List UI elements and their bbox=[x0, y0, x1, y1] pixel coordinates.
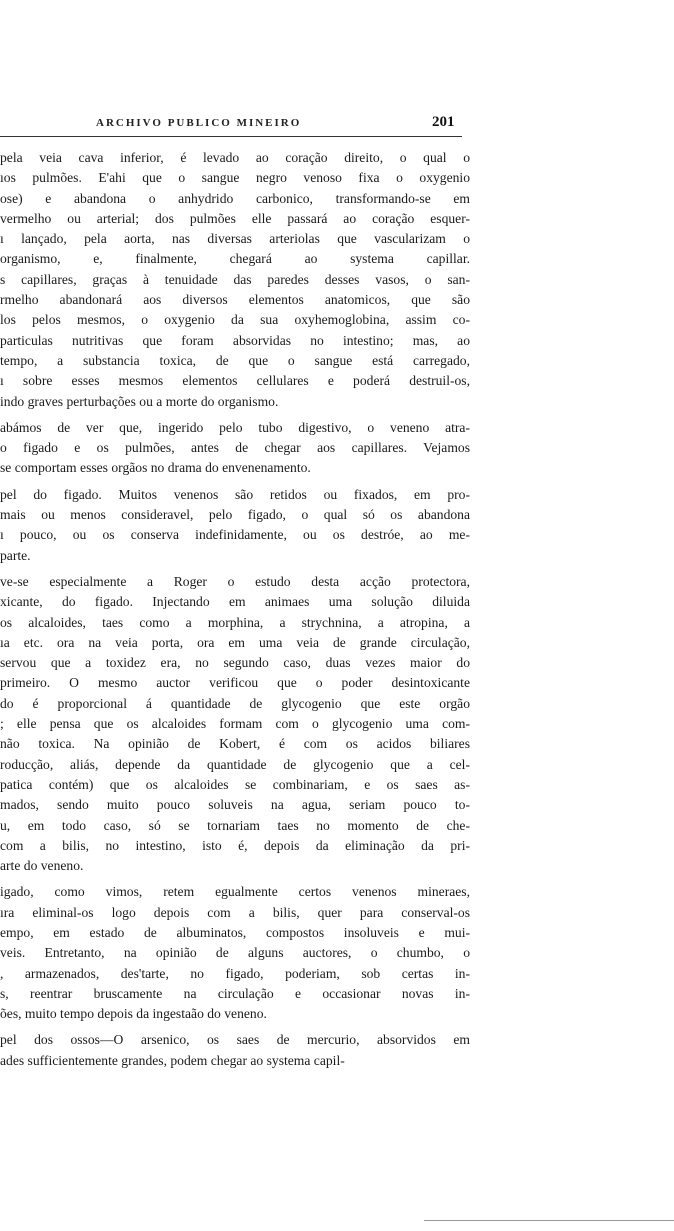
footer-rule bbox=[424, 1220, 674, 1221]
text-line: patica contém) que os alcaloides se combinariam, e os saes as- bbox=[0, 776, 470, 792]
text-line: primeiro. O mesmo auctor verificou que o poder desintoxicante bbox=[0, 675, 470, 691]
paragraph bbox=[0, 485, 470, 566]
text-line: arte do veneno. bbox=[0, 858, 84, 874]
text-line: xicante, do figado. Injectando em animaes uma solução diluida bbox=[0, 594, 470, 610]
text-line: , armazenados, des'tarte, no figado, poderiam, sob certas in- bbox=[0, 965, 470, 981]
text-line: vermelho ou arterial; dos pulmões elle passará ao coração esquer- bbox=[0, 210, 470, 226]
text-line: abámos de ver que, ingerido pelo tubo digestivo, o veneno atra- bbox=[0, 419, 470, 435]
text-line: veis. Entretanto, na opinião de alguns auctores, o chumbo, o bbox=[0, 945, 470, 961]
text-line: ões, muito tempo depois da ingestaão do veneno. bbox=[0, 1006, 267, 1022]
paragraph bbox=[0, 148, 470, 412]
text-line: do é proporcional á quantidade de glycogenio que este orgão bbox=[0, 695, 470, 711]
text-line: igado, como vimos, retem egualmente certos venenos mineraes, bbox=[0, 884, 470, 900]
text-line: empo, em estado de albuminatos, compostos insoluveis e mui- bbox=[0, 924, 470, 940]
text-line: não toxica. Na opinião de Kobert, é com os acidos biliares bbox=[0, 736, 470, 752]
text-line: rmelho abandonará aos diversos elementos anatomicos, que são bbox=[0, 292, 470, 308]
text-line: s capillares, graças à tenuidade das paredes desses vasos, o san- bbox=[0, 271, 470, 287]
text-line: ose) e abandona o anhydrido carbonico, transformando-se em bbox=[0, 190, 470, 206]
text-line: se comportam esses orgãos no drama do envenenamento. bbox=[0, 460, 311, 476]
text-line: pel dos ossos—O arsenico, os saes de mercurio, absorvidos em bbox=[0, 1032, 470, 1048]
paragraph bbox=[0, 418, 470, 479]
text-line: organismo, e, finalmente, chegará ao systema capillar. bbox=[0, 251, 470, 267]
paragraph bbox=[0, 882, 470, 1024]
running-header bbox=[0, 114, 470, 134]
text-line: ı sobre esses mesmos elementos cellulares e poderá destruil-os, bbox=[0, 373, 470, 389]
text-line: los pelos mesmos, o oxygenio da sua oxyhemoglobina, assim co- bbox=[0, 312, 470, 328]
text-line: pela veia cava inferior, é levado ao coração direito, o qual o bbox=[0, 150, 470, 165]
header-rule bbox=[0, 136, 462, 137]
text-line: parte. bbox=[0, 547, 31, 563]
text-line: ; elle pensa que os alcaloides formam com o glycogenio uma com- bbox=[0, 716, 470, 732]
paragraph bbox=[0, 572, 470, 876]
text-line: ıos pulmões. E'ahi que o sangue negro venoso fixa o oxygenio bbox=[0, 170, 470, 186]
body-text bbox=[0, 148, 470, 1077]
text-line: ı pouco, ou os conserva indefinidamente, ou os destróe, ao me- bbox=[0, 527, 470, 543]
text-line: mados, sendo muito pouco soluveis na agua, seriam pouco to- bbox=[0, 797, 470, 813]
text-line: ıra eliminal-os logo depois com a bilis, quer para conserval-os bbox=[0, 904, 470, 920]
page-number: 201 bbox=[432, 114, 455, 130]
text-line: pel do figado. Muitos venenos são retidos ou fixados, em pro- bbox=[0, 486, 470, 502]
text-line: com a bilis, no intestino, isto é, depois da eliminação da pri- bbox=[0, 837, 470, 853]
paragraph bbox=[0, 1030, 470, 1071]
text-line: u, em todo caso, só se tornariam taes no momento de che- bbox=[0, 817, 470, 833]
text-line: ıa etc. ora na veia porta, ora em uma veia de grande circulação, bbox=[0, 634, 470, 650]
text-line: roducção, aliás, depende da quantidade de glycogenio que a cel- bbox=[0, 756, 470, 772]
text-line: ades sufficientemente grandes, podem chegar ao systema capil- bbox=[0, 1052, 345, 1068]
text-line: s, reentrar bruscamente na circulação e occasionar novas in- bbox=[0, 985, 470, 1001]
text-line: os alcaloides, taes como a morphina, a strychnina, a atropina, a bbox=[0, 614, 470, 630]
text-line: o figado e os pulmões, antes de chegar aos capillares. Vejamos bbox=[0, 440, 470, 456]
header-title: ARCHIVO PUBLICO MINEIRO bbox=[96, 117, 302, 129]
text-line: mais ou menos consideravel, pelo figado, o qual só os abandona bbox=[0, 507, 470, 523]
text-line: tempo, a substancia toxica, de que o sangue está carregado, bbox=[0, 352, 470, 368]
text-line: ı lançado, pela aorta, nas diversas arteriolas que vascularizam o bbox=[0, 231, 470, 247]
text-line: indo graves perturbações ou a morte do organismo. bbox=[0, 393, 279, 409]
text-line: servou que a toxidez era, no segundo caso, duas vezes maior do bbox=[0, 655, 470, 671]
text-line: particulas nutritivas que foram absorvidas no intestino; mas, ao bbox=[0, 332, 470, 348]
text-line: ve-se especialmente a Roger o estudo desta acção protectora, bbox=[0, 573, 470, 589]
